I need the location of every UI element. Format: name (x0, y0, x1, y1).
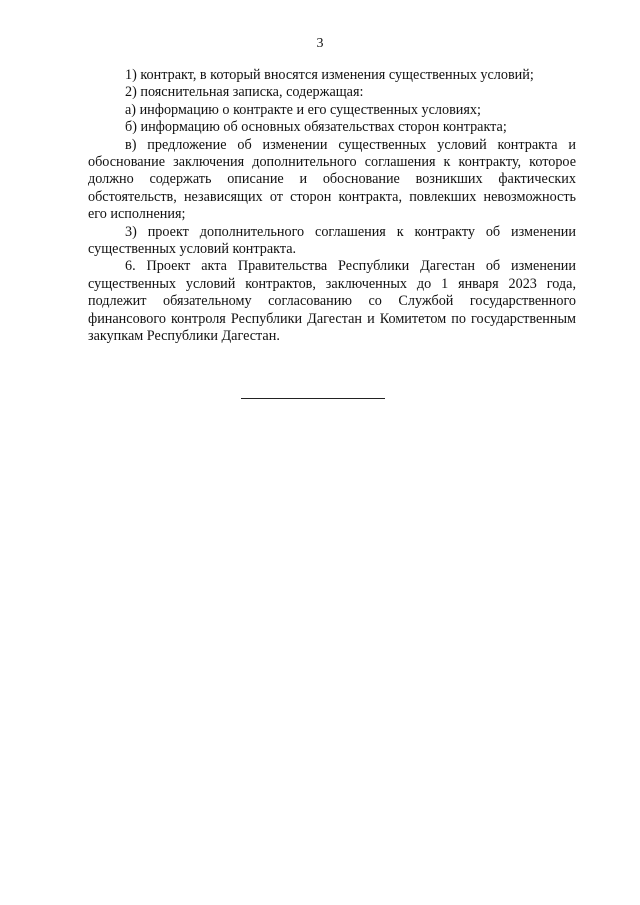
end-separator-line (241, 398, 385, 399)
clause-6: 6. Проект акта Правительства Республики Дагестан об изменении существенных условий контрактов, заключенных до 1 января 2023 года, подлежит обязательному согласованию со Службой государственного финансового контроля Республики Дагестан и Комитетом по государственным закупкам Республики Дагестан. (88, 258, 576, 345)
sub-item-contract-info: а) информацию о контракте и его существенных условиях; (125, 101, 481, 118)
list-item-contract: 1) контракт, в который вносятся изменения существенных условий; (125, 67, 534, 83)
list-item-draft-agreement: 3) проект дополнительного соглашения к контракту об изменении существенных условий контракта. (88, 223, 576, 258)
page-number: 3 (316, 36, 324, 51)
list-item-explanatory-note: 2) пояснительная записка, содержащая: (125, 84, 364, 101)
sub-item-obligations-info: б) информацию об основных обязательствах сторон контракта; (125, 119, 507, 136)
document-body (88, 67, 576, 346)
sub-item-change-proposal: в) предложение об изменении существенных условий контракта и обоснование заключения дополнительного соглашения к контракту, которое должно содержать описание и обоснование возникших фактических обстоятельств, независящих от сторон контракта, повлекших невозможность его исполнения; (88, 136, 576, 223)
